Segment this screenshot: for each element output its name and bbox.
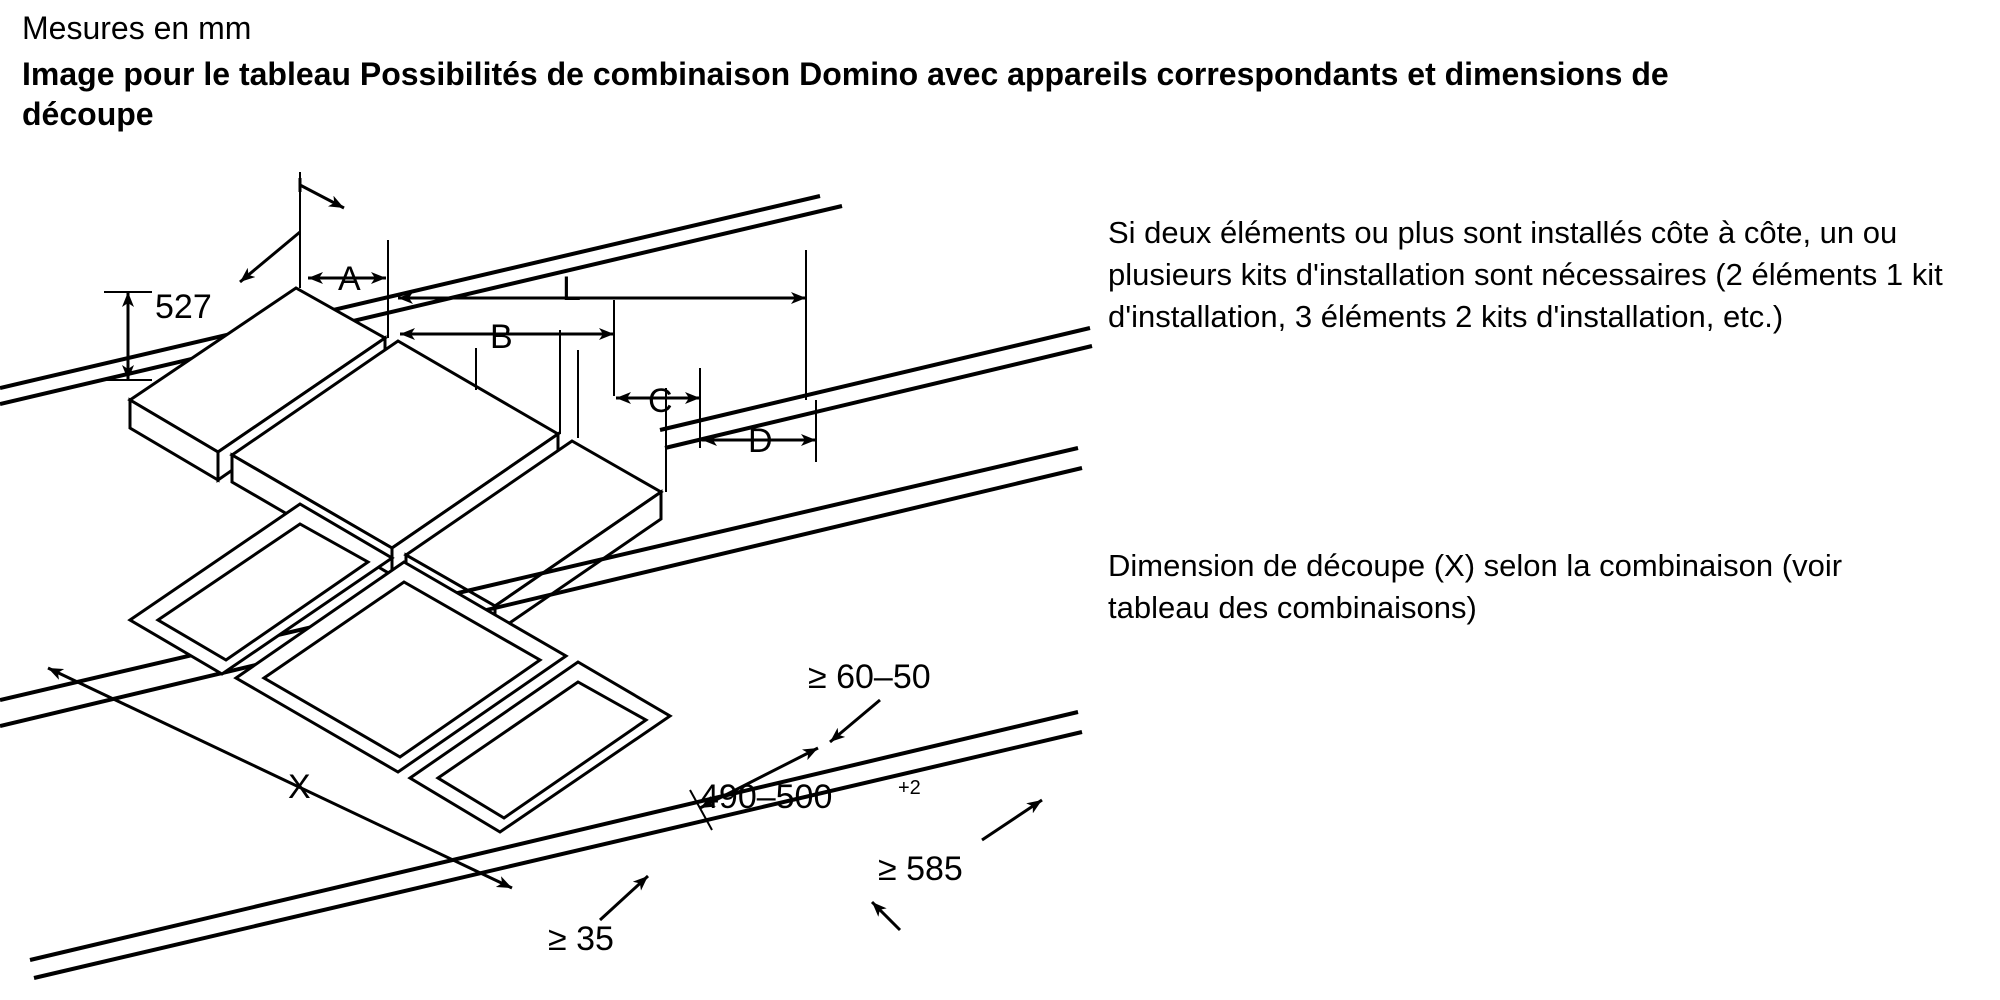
label-dim-C: C — [648, 382, 673, 420]
label-dim-X: X — [288, 768, 311, 806]
label-dim-B: B — [490, 318, 513, 356]
label-gap-60-50: ≥ 60–50 — [808, 658, 931, 696]
label-dim-L: L — [562, 270, 581, 308]
label-dim-D: D — [748, 422, 773, 460]
label-cutout-depth: 490–500 — [700, 778, 833, 816]
page-title: Image pour le tableau Possibilités de combinaison Domino avec appareils correspondants et dimensions de découpe — [22, 56, 1669, 132]
note-installation-kits: Si deux éléments ou plus sont installés côte à côte, un ou plusieurs kits d'installation sont nécessaires (2 éléments 1 kit d'installation, 3 éléments 2 kits d'installation, etc.) — [1108, 215, 1952, 334]
label-cutout-depth-tolerance: +2 — [898, 777, 921, 799]
units-label: Mesures en mm — [22, 10, 252, 46]
label-dim-A: A — [338, 260, 361, 298]
note-cutout-dimension: Dimension de découpe (X) selon la combinaison (voir tableau des combinaisons) — [1108, 548, 1851, 625]
label-depth-527: 527 — [155, 288, 212, 326]
label-min-35: ≥ 35 — [548, 920, 614, 958]
label-min-585: ≥ 585 — [878, 850, 963, 888]
